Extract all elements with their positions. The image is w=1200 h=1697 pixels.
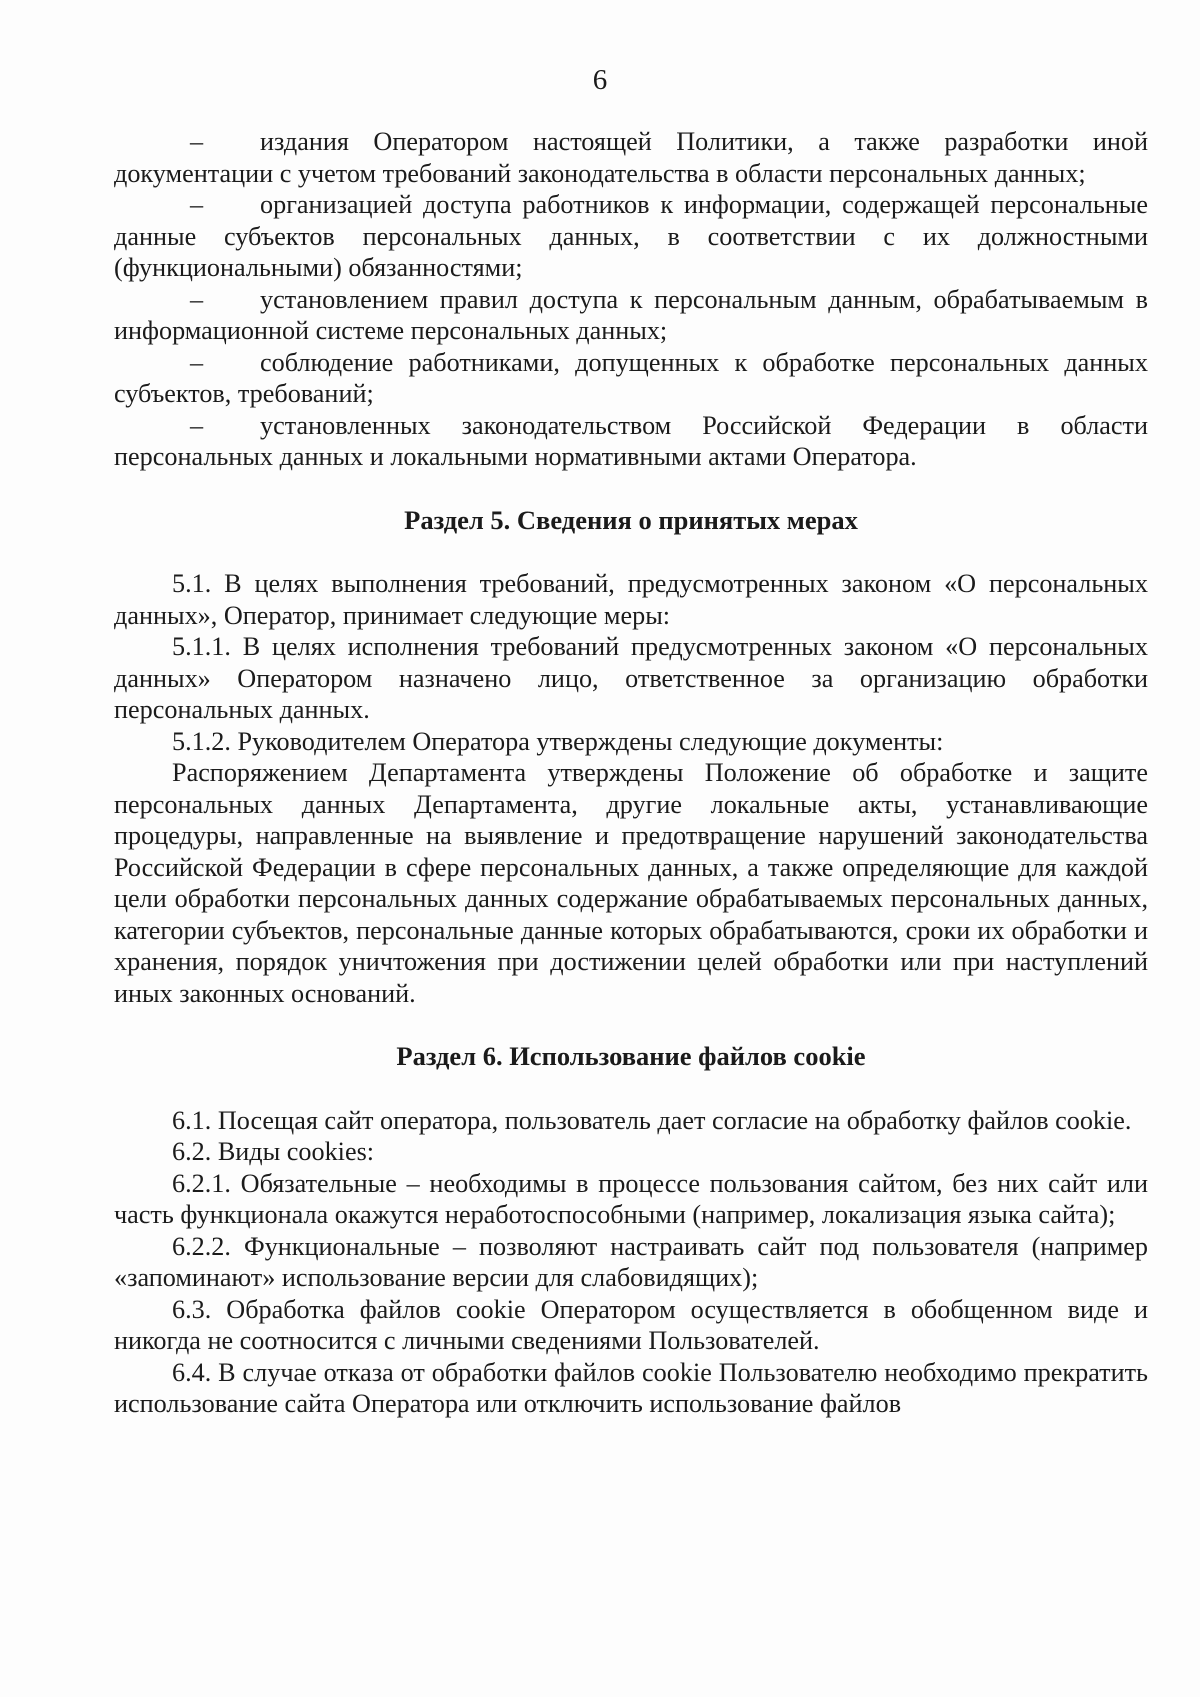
- section-5-heading: Раздел 5. Сведения о принятых мерах: [404, 504, 858, 535]
- section-5-body: [114, 568, 1148, 1009]
- section-6-body: [114, 1105, 1148, 1420]
- paragraph-6-1: 6.1. Посещая сайт оператора, пользователь дает согласие на обработку файлов cookie.: [172, 1105, 1132, 1135]
- list-item-text: издания Оператором настоящей Политики, а также разработки иной документации с учетом требований законодательства в области персональных данных;: [114, 127, 1148, 188]
- dash-marker: –: [190, 410, 204, 440]
- paragraph-5-1-2: 5.1.2. Руководителем Оператора утверждены следующие документы:: [172, 726, 944, 756]
- list-item: [114, 189, 1148, 284]
- paragraph-6-4: 6.4. В случае отказа от обработки файлов cookie Пользователю необходимо прекратить использование сайта Оператора или отключить использование файлов: [114, 1357, 1148, 1418]
- list-item-text: установленных законодательством Российской Федерации в области персональных данных и локальными нормативными актами Оператора.: [114, 410, 1148, 471]
- list-item-text: установлением правил доступа к персональным данным, обрабатываемым в информационной системе персональных данных;: [114, 284, 1148, 345]
- measures-list: [114, 126, 1148, 473]
- paragraph-5-1-1: 5.1.1. В целях исполнения требований предусмотренных законом «О персональных данных» Оператором назначено лицо, ответственное за организацию обработки персональных данных.: [114, 632, 1148, 724]
- paragraph-5-1: 5.1. В целях выполнения требований, предусмотренных законом «О персональных данных», Оператор, принимает следующие меры:: [114, 569, 1148, 630]
- list-item: [114, 126, 1148, 189]
- list-item: [114, 284, 1148, 347]
- list-item-text: соблюдение работниками, допущенных к обработке персональных данных субъектов, требований;: [114, 347, 1148, 408]
- document-body: [114, 126, 1148, 1420]
- paragraph-6-2-2: 6.2.2. Функциональные – позволяют настраивать сайт под пользователя (например «запоминают» использование версии для слабовидящих);: [114, 1231, 1148, 1292]
- dash-marker: –: [190, 190, 204, 219]
- list-item-text: организацией доступа работников к информации, содержащей персональные данные субъектов персональных данных, в соответствии с их должностными (функциональными) обязанностями;: [114, 190, 1148, 282]
- section-6-heading: Раздел 6. Использование файлов cookie: [396, 1041, 866, 1071]
- paragraph-order: Распоряжением Департамента утверждены Положение об обработке и защите персональных данных Департамента, другие локальные акты, устанавливающие процедуры, направленные на выявление и предотвращение нарушений законодательства Российской Федерации в сфере персональных данных, а также определяющие для каждой цели обработки персональных данных содержание обрабатываемых персональных данных, категории субъектов, персональные данные которых обрабатываются, сроки их обработки и хранения, порядок уничтожения при достижении целей обработки или при наступлений иных законных оснований.: [114, 758, 1148, 1008]
- paragraph-6-2-1: 6.2.1. Обязательные – необходимы в процессе пользования сайтом, без них сайт или часть функционала окажутся неработоспособными (например, локализация языка сайта);: [114, 1168, 1148, 1229]
- paragraph-6-2: 6.2. Виды cookies:: [172, 1137, 375, 1166]
- list-item: [114, 410, 1148, 473]
- dash-marker: –: [190, 127, 204, 156]
- list-item: [114, 347, 1148, 410]
- page-number: 6: [592, 64, 608, 96]
- paragraph-6-3: 6.3. Обработка файлов cookie Оператором осуществляется в обобщенном виде и никогда не соотносится с личными сведениями Пользователей.: [114, 1294, 1148, 1355]
- dash-marker: –: [190, 347, 204, 377]
- dash-marker: –: [190, 284, 204, 314]
